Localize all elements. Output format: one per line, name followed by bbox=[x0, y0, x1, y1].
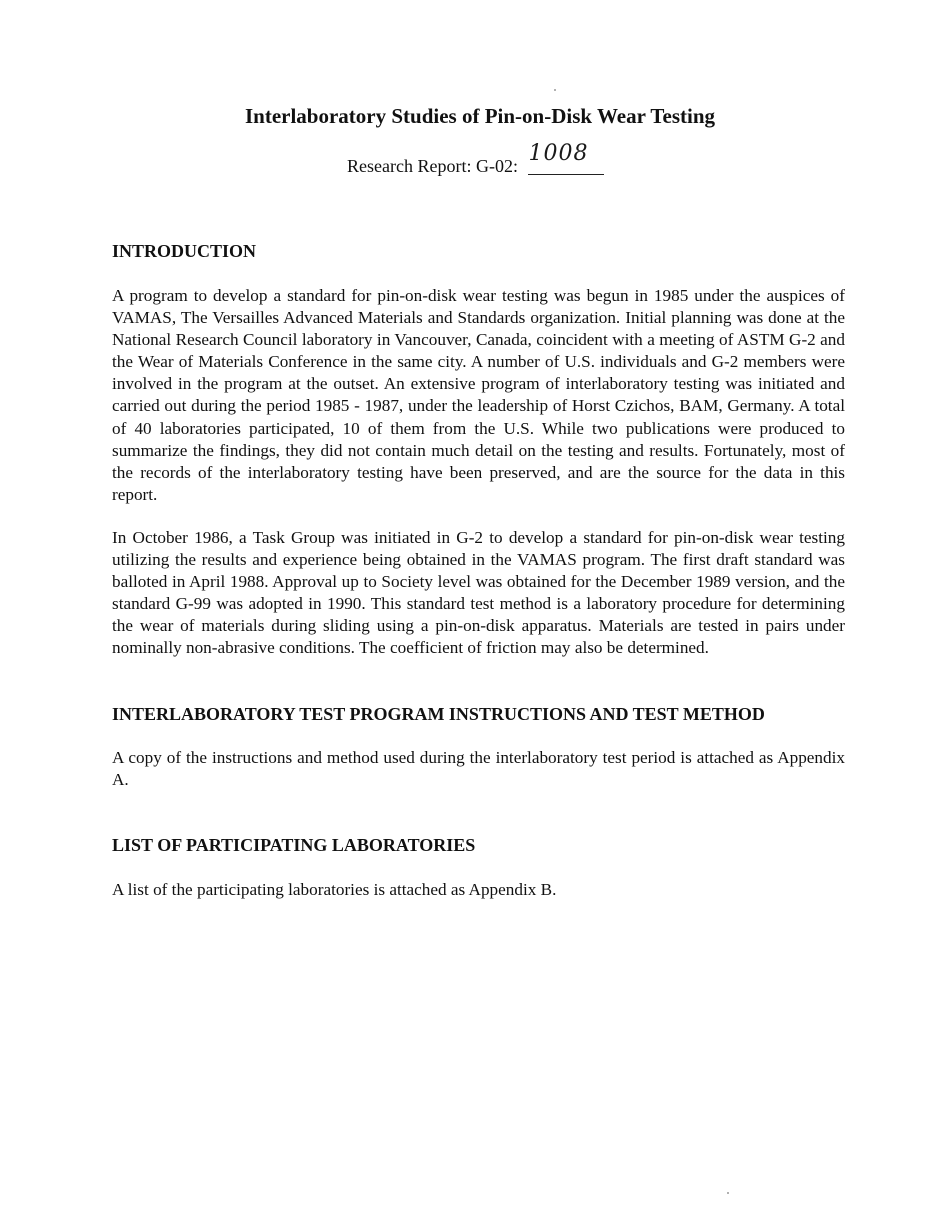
intro-paragraph-2: In October 1986, a Task Group was initiated in G-2 to develop a standard for pin-on-disk wear testing utilizing the results and experience being obtained in the VAMAS program. The first draft standard was balloted in April 1988. Approval up to Society level was obtained for the December 1989 version, and the standard G-99 was adopted in 1990. This standard test method is a laboratory procedure for determining the wear of materials during sliding using a pin-on-disk apparatus. Materials are tested in pairs under nominally non-abrasive conditions. The coefficient of friction may also be determined. bbox=[112, 528, 845, 658]
handwritten-report-number: 1008 bbox=[528, 141, 589, 166]
heading-introduction: INTRODUCTION bbox=[112, 241, 257, 261]
scan-speck bbox=[727, 1192, 729, 1194]
labs-paragraph: A list of the participating laboratories is attached as Appendix B. bbox=[112, 880, 557, 899]
report-number-field bbox=[528, 141, 604, 177]
scan-speck bbox=[554, 89, 556, 91]
report-line bbox=[347, 141, 604, 177]
intro-paragraph-1: A program to develop a standard for pin-on-disk wear testing was begun in 1985 under the auspices of VAMAS, The Versailles Advanced Materials and Standards organization. Initial planning was done at the National Research Council laboratory in Vancouver, Canada, coincident with a meeting of ASTM G-2 and the Wear of Materials Conference in the same city. A number of U.S. individuals and G-2 members were involved in the program at the outset. An extensive program of interlaboratory testing was initiated and carried out during the period 1985 - 1987, under the leadership of Horst Czichos, BAM, Germany. A total of 40 laboratories participated, 10 of them from the U.S. While two publications were produced to summarize the findings, they did not contain much detail on the testing and results. Fortunately, most of the records of the interlaboratory testing have been preserved, and are the source for the data in this report. bbox=[112, 286, 845, 504]
document-title: Interlaboratory Studies of Pin-on-Disk Wear Testing bbox=[244, 104, 716, 128]
heading-participating-labs: LIST OF PARTICIPATING LABORATORIES bbox=[112, 835, 476, 855]
test-program-paragraph: A copy of the instructions and method used during the interlaboratory test period is attached as Appendix A. bbox=[112, 748, 845, 790]
report-number-underline bbox=[528, 174, 604, 175]
heading-test-program: INTERLABORATORY TEST PROGRAM INSTRUCTIONS AND TEST METHOD bbox=[112, 704, 765, 724]
report-label: Research Report: G-02: bbox=[347, 156, 518, 176]
